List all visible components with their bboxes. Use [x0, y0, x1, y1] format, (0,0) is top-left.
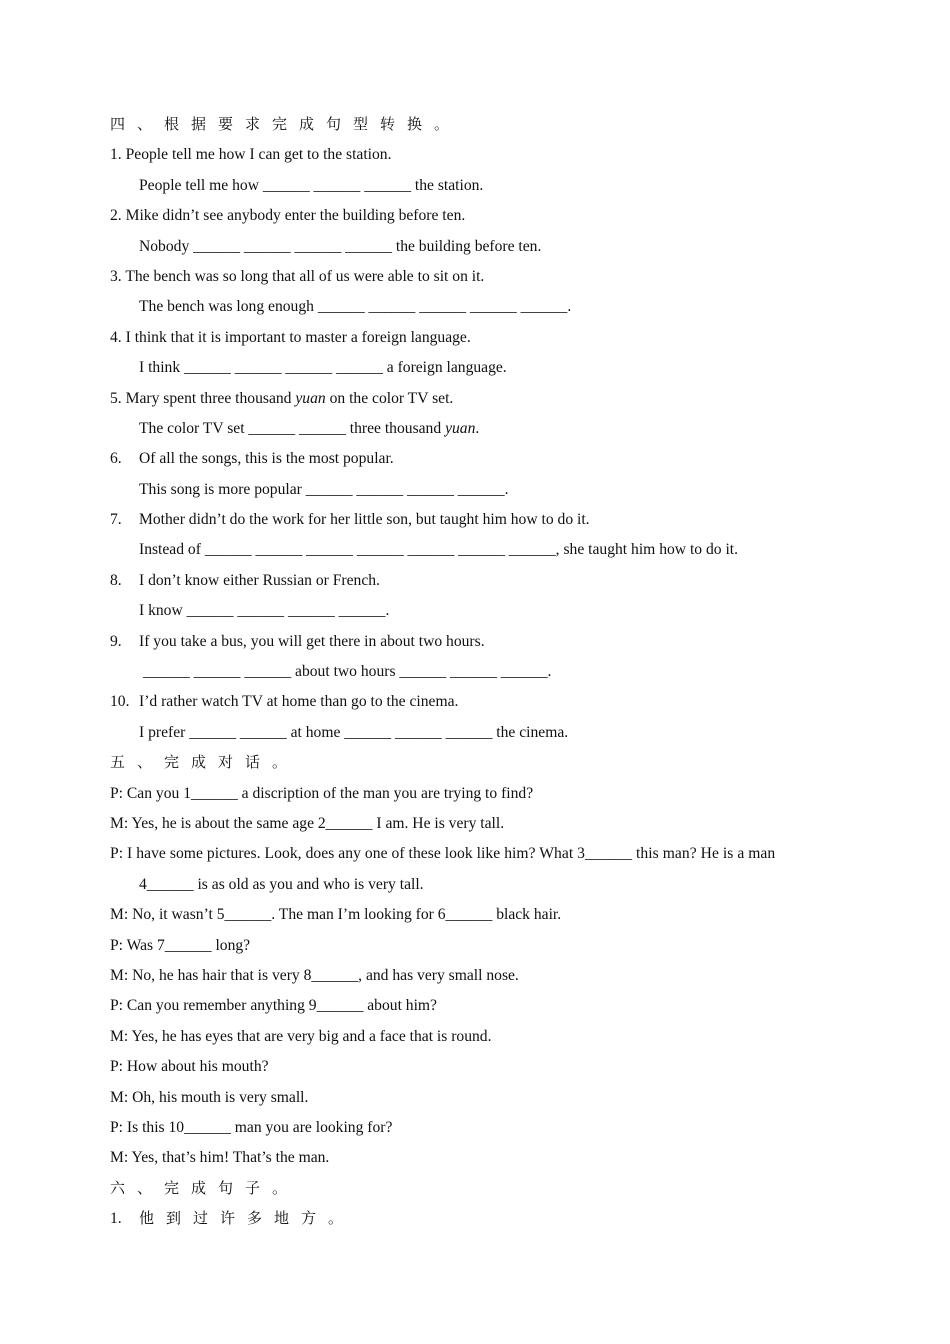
q3-rewrite: The bench was long enough ______ ______ ______ ______ ______. — [139, 298, 572, 316]
q8-original: 8. I don’t know either Russian or French. — [110, 571, 380, 589]
worksheet-page — [110, 110, 850, 1234]
q7-rewrite: Instead of ______ ______ ______ ______ ______ ______ ______, she taught him how to do it. — [139, 541, 739, 559]
section6-heading: 六、完成句子。 — [110, 1180, 300, 1197]
q1-rewrite: People tell me how ______ ______ ______ the station. — [139, 176, 484, 194]
q2-original: 2. Mike didn’t see anybody enter the building before ten. — [110, 207, 466, 225]
q4-original: 4. I think that it is important to master a foreign language. — [110, 328, 471, 346]
dialogue-line: P: Can you 1______ a discription of the man you are trying to find? — [110, 784, 534, 802]
q5-original: 5. Mary spent three thousand yuan on the color TV set. — [110, 389, 454, 407]
dialogue-line: M: No, it wasn’t 5______. The man I’m looking for 6______ black hair. — [110, 906, 562, 924]
q8-rewrite: I know ______ ______ ______ ______. — [139, 602, 390, 620]
q3-original: 3. The bench was so long that all of us were able to sit on it. — [110, 267, 485, 285]
q5-rewrite: The color TV set ______ ______ three thousand yuan. — [139, 419, 480, 437]
dialogue-line: M: Yes, that’s him! That’s the man. — [110, 1149, 330, 1167]
dialogue-line: M: Yes, he has eyes that are very big and a face that is round. — [110, 1027, 492, 1045]
q7-original: 7. Mother didn’t do the work for her little son, but taught him how to do it. — [110, 511, 590, 529]
q10-original: 10. I’d rather watch TV at home than go to the cinema. — [110, 693, 459, 711]
dialogue-line: P: I have some pictures. Look, does any one of these look like him? What 3______ this man? He is a man — [110, 845, 776, 863]
q1-original: 1. People tell me how I can get to the station. — [110, 146, 392, 164]
section4-heading: 四、根据要求完成句型转换。 — [110, 117, 462, 133]
q6-original: 6. Of all the songs, this is the most popular. — [110, 450, 394, 468]
q6-rewrite: This song is more popular ______ ______ ______ ______. — [139, 480, 509, 498]
section5-heading: 五、完成对话。 — [110, 755, 300, 772]
dialogue-line: 4______ is as old as you and who is very tall. — [139, 875, 424, 893]
s6-q1: 1. 他到过许多地方。 — [110, 1210, 356, 1228]
q9-rewrite: ______ ______ ______ about two hours ______ ______ ______. — [143, 663, 552, 681]
q9-original: 9. If you take a bus, you will get there in about two hours. — [110, 632, 485, 650]
dialogue-line: M: No, he has hair that is very 8______, and has very small nose. — [110, 966, 519, 984]
dialogue-line: M: Yes, he is about the same age 2______ I am. He is very tall. — [110, 814, 505, 832]
dialogue-line: M: Oh, his mouth is very small. — [110, 1088, 309, 1106]
q2-rewrite: Nobody ______ ______ ______ ______ the building before ten. — [139, 237, 542, 255]
q4-rewrite: I think ______ ______ ______ ______ a foreign language. — [139, 359, 507, 377]
q10-rewrite: I prefer ______ ______ at home ______ ______ ______ the cinema. — [139, 723, 569, 741]
dialogue-line: P: Can you remember anything 9______ about him? — [110, 997, 437, 1015]
dialogue-line: P: Was 7______ long? — [110, 936, 251, 954]
dialogue-line: P: Is this 10______ man you are looking for? — [110, 1118, 393, 1136]
dialogue-line: P: How about his mouth? — [110, 1058, 269, 1076]
